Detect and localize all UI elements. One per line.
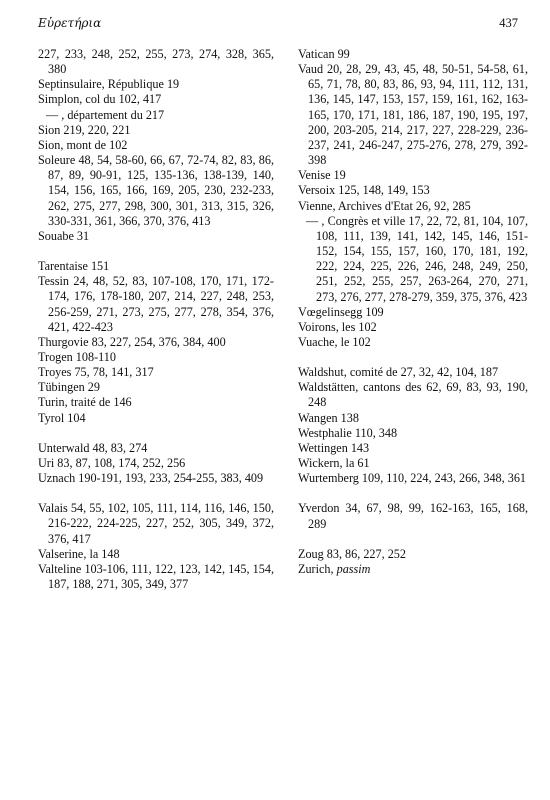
index-entry: Versoix 125, 148, 149, 153: [298, 183, 430, 198]
index-entry: Westphalie 110, 348: [298, 425, 398, 440]
index-entry: Thurgovie 83, 227, 254, 376, 384, 400: [38, 334, 226, 349]
index-entry: Wurtemberg 109, 110, 224, 243, 266, 348, 361: [298, 471, 527, 486]
index-entry: Venise 19: [298, 168, 346, 183]
index-entry: Vuache, le 102: [298, 334, 371, 349]
section-gap: [298, 532, 528, 547]
index-column-left: [38, 47, 274, 592]
index-entry: Vœgelinsegg 109: [298, 304, 384, 319]
index-entry: Tyrol 104: [38, 410, 86, 425]
index-entry: Uri 83, 87, 108, 174, 252, 256: [38, 455, 186, 470]
index-entry: Valserine, la 148: [38, 546, 120, 561]
section-gap: [298, 486, 528, 501]
index-entry: Septinsulaire, République 19: [38, 77, 180, 92]
index-entry: — , Congrès et ville 17, 22, 72, 81, 104, 107, 108, 111, 139, 141, 142, 145, 146, 151-152, 154, 155, 157, 160, 170, 181, 192, 222, 224, 225, 226, 246, 248, 249, 250, 251, 252, 255, 257, 263-264, 270, 271, 273, 276, 277, 278-279, 359, 375, 376, 423: [306, 213, 528, 304]
index-entry: Vienne, Archives d'Etat 26, 92, 285: [298, 198, 471, 213]
index-entry: Simplon, col du 102, 417: [38, 92, 162, 107]
section-gap: [38, 426, 274, 441]
index-entry: Soleure 48, 54, 58-60, 66, 67, 72-74, 82, 83, 86, 87, 89, 90-91, 125, 135-136, 138-139, 140, 154, 156, 165, 166, 169, 205, 230, 232-233, 262, 275, 277, 298, 300, 301, 313, 315, 326, 330-331, 361, 366, 370, 376, 413: [38, 153, 274, 228]
index-entry: Sion, mont de 102: [38, 137, 128, 152]
index-entry: Turin, traité de 146: [38, 395, 132, 410]
index-entry: Valteline 103-106, 111, 122, 123, 142, 145, 154, 187, 188, 271, 305, 349, 377: [38, 561, 274, 591]
index-entry: Vaud 20, 28, 29, 43, 45, 48, 50-51, 54-58, 61, 65, 71, 78, 80, 83, 86, 93, 94, 111, 112, 131, 136, 145, 147, 153, 157, 159, 161, 162, 163-165, 170, 171, 181, 186, 187, 190, 195, 197, 200, 203-205, 214, 217, 227, 228-229, 236-237, 241, 246-247, 275-276, 278, 279, 392-398: [298, 62, 528, 168]
index-column-right: [298, 47, 528, 577]
index-entry: Tarentaise 151: [38, 259, 110, 274]
index-entry: Waldstätten, cantons des 62, 69, 83, 93, 190, 248: [298, 380, 528, 410]
index-entry: Valais 54, 55, 102, 105, 111, 114, 116, 146, 150, 216-222, 224-225, 227, 252, 305, 349, 372, 376, 417: [38, 501, 274, 546]
index-entry-zurich: [298, 561, 528, 577]
page-number: 437: [499, 16, 518, 30]
index-entry: Uznach 190-191, 193, 233, 254-255, 383, 409: [38, 471, 264, 486]
index-entry: Troyes 75, 78, 141, 317: [38, 365, 154, 380]
index-entry: Wangen 138: [298, 410, 359, 425]
index-entry: Tübingen 29: [38, 380, 100, 395]
index-entry: Souabe 31: [38, 228, 90, 243]
section-gap: [38, 244, 274, 259]
index-entry: Unterwald 48, 83, 274: [38, 440, 148, 455]
index-entry: Zoug 83, 86, 227, 252: [298, 546, 406, 561]
index-entry: 227, 233, 248, 252, 255, 273, 274, 328, 365, 380: [38, 47, 274, 77]
section-gap: [298, 350, 528, 365]
section-gap: [38, 486, 274, 501]
index-entry: Voirons, les 102: [298, 319, 377, 334]
index-entry: Wickern, la 61: [298, 456, 370, 471]
index-entry: Wettingen 143: [298, 440, 370, 455]
index-entry: Sion 219, 220, 221: [38, 122, 131, 137]
index-entry: Vatican 99: [298, 47, 350, 61]
index-entry: Yverdon 34, 67, 98, 99, 162-163, 165, 168, 289: [298, 501, 528, 531]
index-entry: — , département du 217: [46, 107, 165, 122]
index-entry: Tessin 24, 48, 52, 83, 107-108, 170, 171, 172-174, 176, 178-180, 207, 214, 227, 248, 253, 256-259, 271, 273, 275, 277, 278, 354, 376, 421, 422-423: [38, 274, 274, 334]
index-entry-label: Zurich,: [298, 561, 334, 576]
index-entry: Waldshut, comité de 27, 32, 42, 104, 187: [298, 365, 499, 380]
index-entry: Trogen 108-110: [38, 349, 116, 364]
index-entry-passim: passim: [336, 561, 371, 576]
running-header: Εὑρετήρια: [38, 16, 102, 30]
